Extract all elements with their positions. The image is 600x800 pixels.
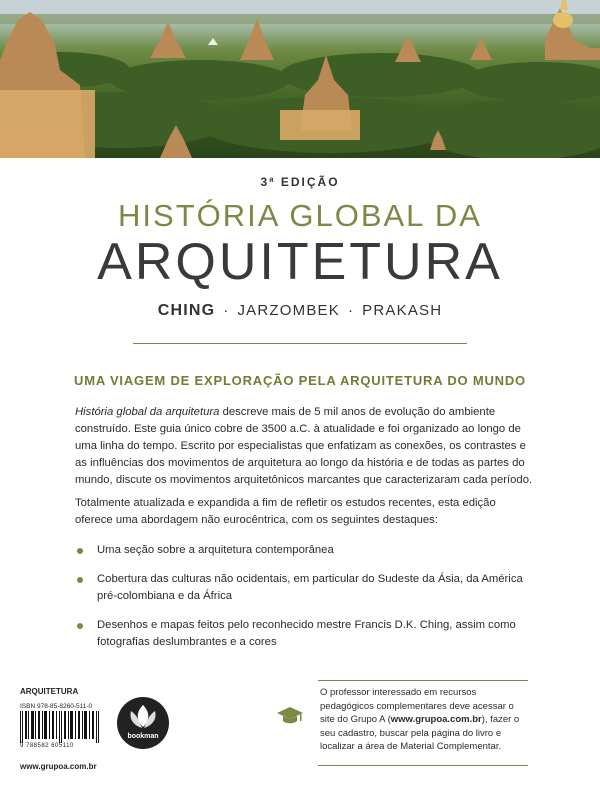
teacher-note: O professor interessado em recursos pedagógicos complementares deve acessar o site do Grupo A (www.grupoa.com.br), fazer o seu cadastro, buscar pela página do livro e localizar a área de Material Complementar. — [320, 687, 520, 753]
author-separator: · — [223, 302, 230, 319]
highlights-list — [75, 542, 545, 663]
isbn-label: ISBN 978-85-8260-511-0 — [20, 703, 93, 710]
authors — [0, 302, 600, 320]
publisher-name: bookman — [127, 733, 159, 740]
title-line-2: ARQUITETURA — [97, 233, 503, 291]
grupoa-link[interactable]: www.grupoa.com.br — [390, 714, 482, 726]
note-divider-bottom — [318, 765, 528, 766]
note-divider-top — [318, 680, 528, 681]
author-jarzombek: JARZOMBEK — [237, 302, 340, 319]
author-prakash: PRAKASH — [362, 302, 443, 319]
edition-label: 3ª EDIÇÃO — [260, 175, 340, 189]
author-separator: · — [347, 302, 355, 319]
bullet-dot-icon — [77, 577, 83, 583]
description-paragraph-2: Totalmente atualizada e expandida a fim de refletir os estudos recentes, esta edição oferece uma abordagem não eurocêntrica, com os seguintes destaques: — [75, 497, 496, 526]
bullet-dot-icon — [77, 623, 83, 629]
barcode — [20, 711, 100, 743]
book-title-italic: História global da arquitetura — [75, 406, 220, 418]
temple-landscape-illustration — [0, 0, 600, 158]
list-item: Cobertura das culturas não ocidentais, em particular do Sudeste da Ásia, da América pré-colombiana e da África — [75, 571, 545, 605]
description-paragraph-1 — [75, 404, 535, 489]
barcode-number: 9 788582 605110 — [20, 743, 74, 749]
category-label: ARQUITETURA — [20, 687, 79, 696]
paragraph-1-text: descreve mais de 5 mil anos de evolução do ambiente construído. Este guia único cobre de 3500 a.C. à atualidade e foi organizado ao longo de uma linha do tempo. Escrito por especialistas que enfatizam as conexões, os contrastes e as influências dos movimentos de arquitetura ao longo da história e de todas as partes do mundo, discute os movimentos arquitetônicos marcantes que caracterizaram cada período. — [75, 406, 533, 486]
website-label: www.grupoa.com.br — [20, 762, 97, 771]
list-item: Desenhos e mapas feitos pelo reconhecido mestre Francis D.K. Ching, assim como fotografias deslumbrantes e a cores — [75, 617, 545, 651]
subheading: UMA VIAGEM DE EXPLORAÇÃO PELA ARQUITETURA DO MUNDO — [74, 373, 526, 388]
bookman-logo — [117, 697, 169, 749]
list-item: Uma seção sobre a arquitetura contemporânea — [75, 542, 545, 559]
graduation-cap-icon — [277, 705, 303, 725]
bookman-logo-mark-icon — [117, 697, 169, 749]
title-line-1: HISTÓRIA GLOBAL DA — [118, 198, 482, 233]
cover-photo — [0, 0, 600, 158]
bullet-dot-icon — [77, 548, 83, 554]
divider-line — [133, 343, 467, 344]
author-ching: CHING — [157, 302, 216, 319]
